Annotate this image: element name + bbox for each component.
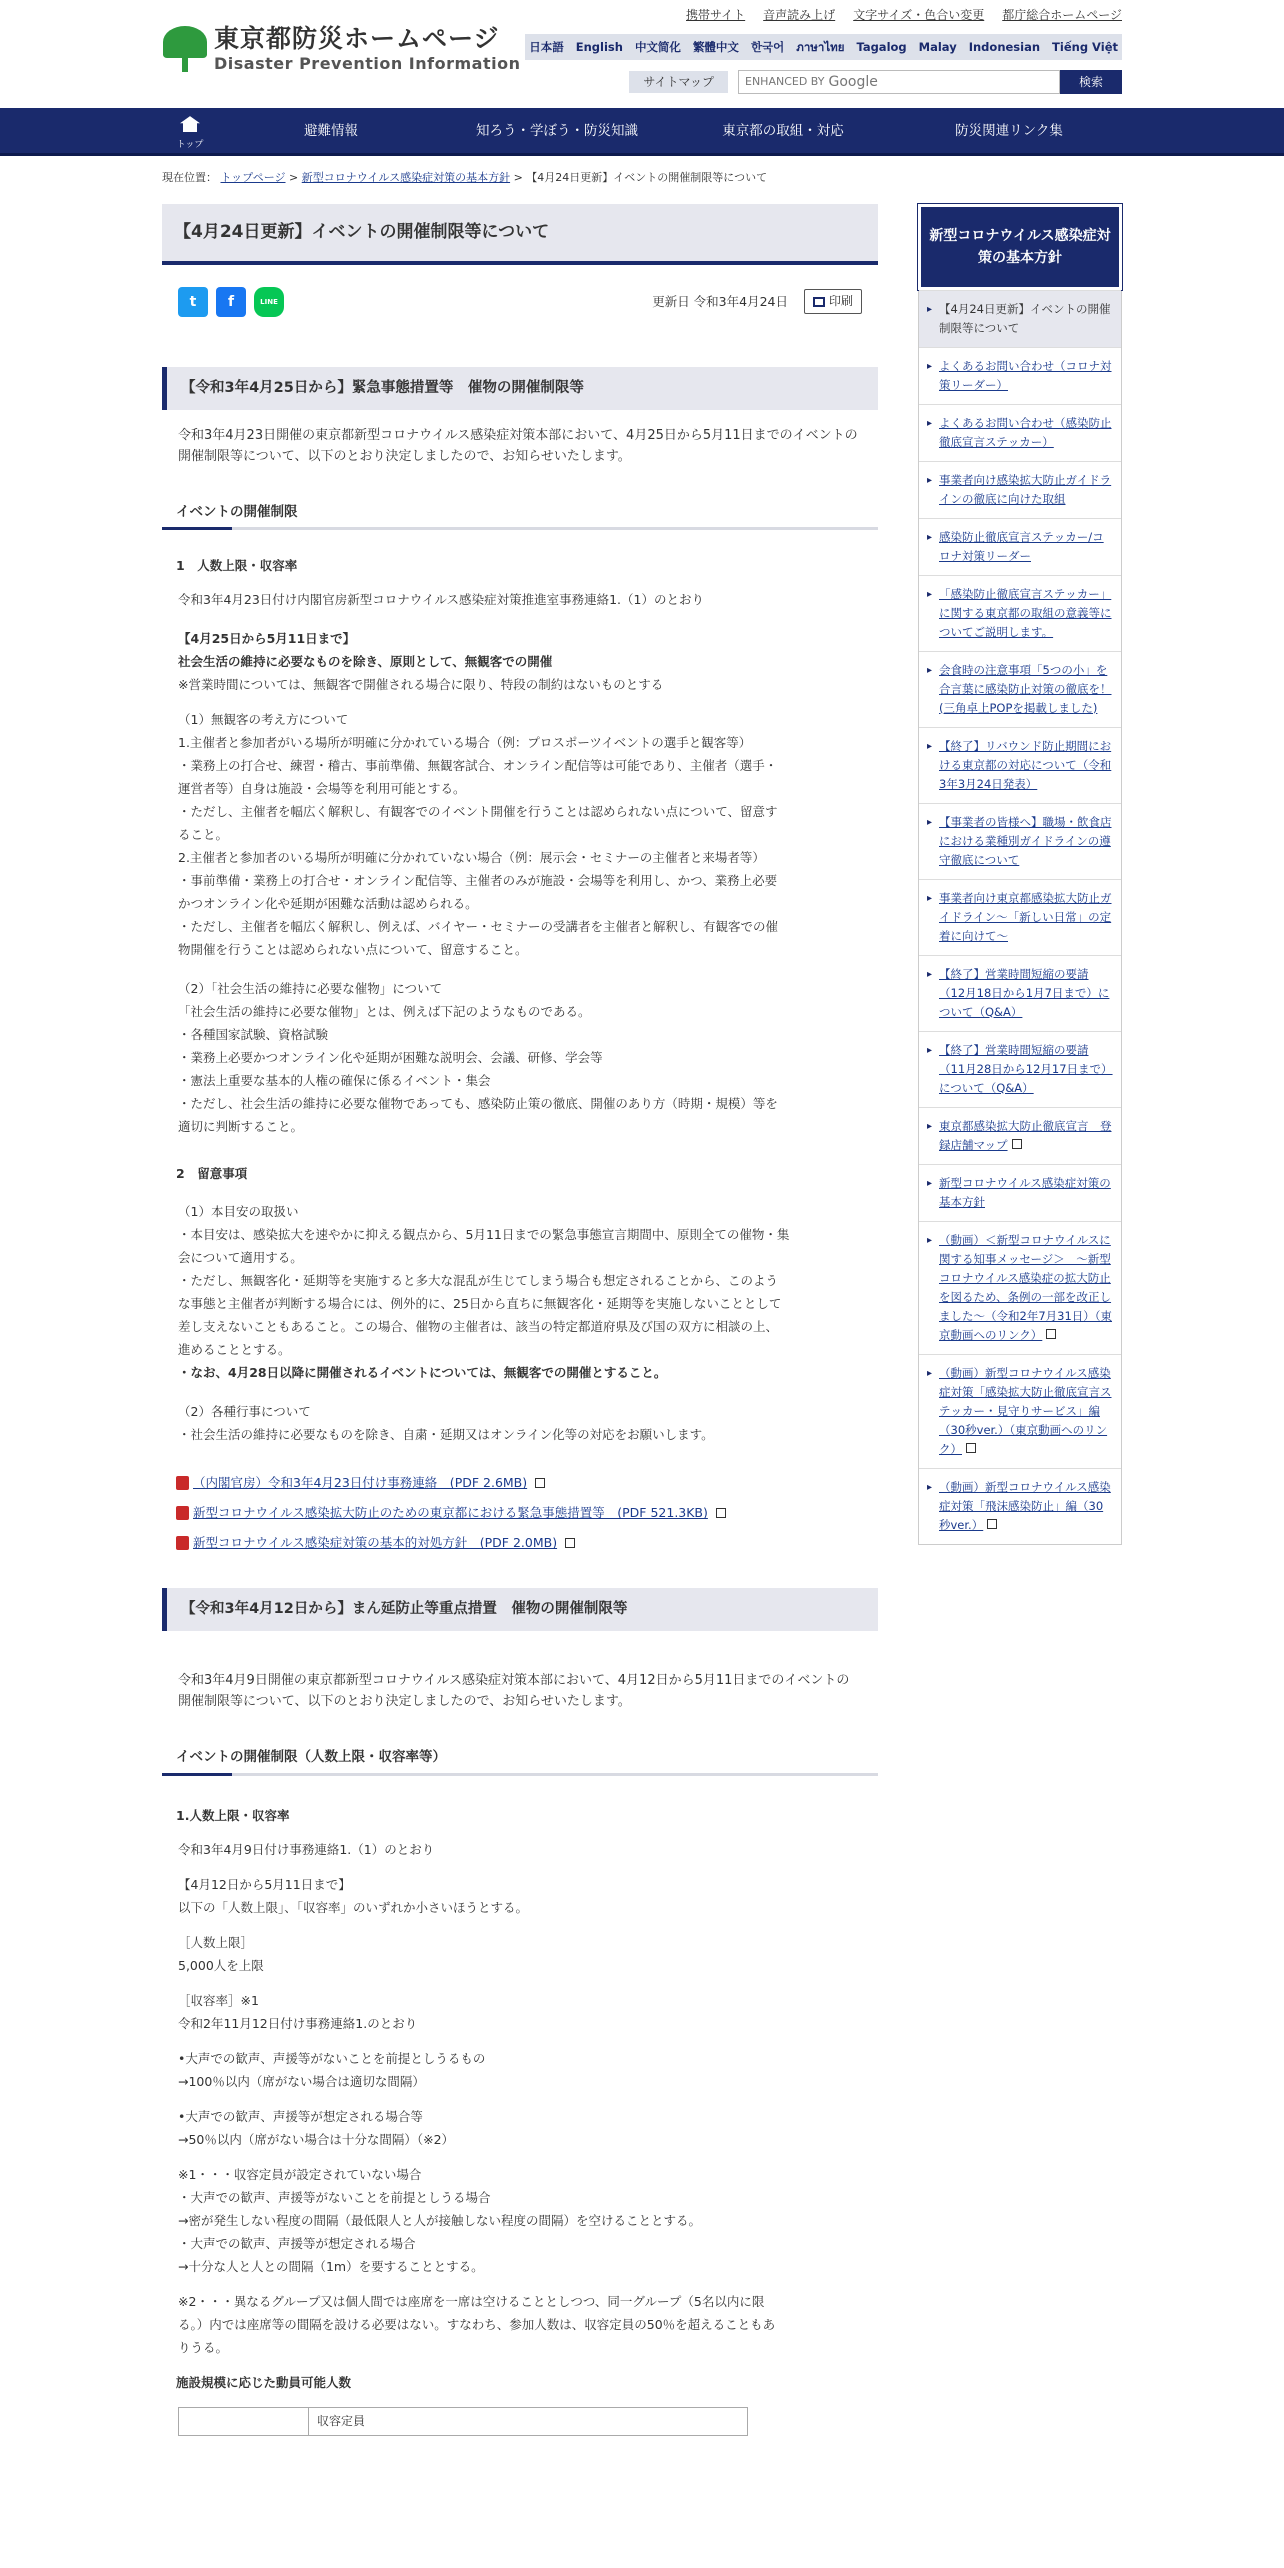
lang-zh-cn[interactable]: 中文简化: [634, 39, 681, 54]
sidebar-link[interactable]: （動画）＜新型コロナウイルスに関する知事メッセージ＞ ～新型コロナウイルス感染症の拡大防止を図るため、条例の一部を改正しました～（令和2年7月31日）（東京動画へのリンク）: [939, 1232, 1113, 1342]
external-link-icon: [565, 1538, 575, 1548]
sidebar-link[interactable]: 事業者向け感染拡大防止ガイドラインの徹底に向けた取組: [939, 472, 1112, 506]
text-line: ること。: [178, 827, 229, 843]
item-heading-facility: 施設規模に応じた動員可能人数: [176, 2374, 352, 2390]
text-line: 適切に判断すること。: [178, 1119, 304, 1135]
pdf-icon: [176, 1506, 189, 1520]
search-button[interactable]: 検索: [1060, 70, 1122, 94]
sidebar-link[interactable]: 【終了】リバウンド防止期間における東京都の対応について（令和3年3月24日発表）: [939, 738, 1112, 791]
text-line: ・事前準備・業務上の打合せ・オンライン配信等、主催者のみが施設・会場等を利用し、かつ、業務上必要: [178, 873, 778, 889]
global-nav: [0, 108, 1284, 156]
text-block: [162, 708, 878, 961]
sidebar-link[interactable]: 【事業者の皆様へ】職場・飲食店における業種別ガイドラインの遵守徹底について: [939, 814, 1112, 867]
text-line: 差し支えないこともあること。この場合、催物の主催者は、該当の特定都道府県及び国の双方に相談の上、: [178, 1319, 779, 1335]
text-line: 【4月25日から5月11日まで】: [178, 631, 356, 647]
item-heading-capacity-2: 1.人数上限・収容率: [176, 1807, 290, 1823]
section-heading-apr25: 【令和3年4月25日から】緊急事態措置等 催物の開催制限等: [162, 367, 878, 410]
sidebar-item[interactable]: [919, 347, 1121, 404]
print-button[interactable]: [804, 289, 862, 314]
section-heading-apr12: 【令和3年4月12日から】まん延防止等重点措置 催物の開催制限等: [162, 1588, 878, 1631]
sidebar-item[interactable]: [919, 518, 1121, 575]
pdf-link[interactable]: （内閣官房）令和3年4月23日付け事務連絡 (PDF 2.6MB): [193, 1475, 528, 1491]
external-link-icon: [987, 1519, 997, 1529]
text-line: りうる。: [178, 2339, 229, 2355]
capacity-table: [178, 2407, 748, 2436]
pdf-icon: [176, 1476, 189, 1490]
pdf-icon: [176, 1536, 189, 1550]
text-line: ・大声での歓声、声援等がないことを前提としうる場合: [178, 2189, 491, 2205]
sidebar-item[interactable]: [919, 879, 1121, 955]
lang-vi[interactable]: Tiếng Việt: [1052, 39, 1118, 54]
text-line: •大声での歓声、声援等がないことを前提としうるもの: [178, 2050, 486, 2066]
text-line: ・大声での歓声、声援等が想定される場合: [178, 2235, 416, 2251]
sitemap-button[interactable]: サイトマップ: [629, 71, 728, 93]
text-block: [162, 588, 878, 611]
printer-icon: [813, 297, 825, 307]
text-line: （1）本目安の取扱い: [178, 1204, 299, 1220]
sidebar-item[interactable]: [919, 1221, 1121, 1354]
text-line: （2）「社会生活の維持に必要な催物」について: [178, 981, 442, 997]
section-intro: 令和3年4月23日開催の東京都新型コロナウイルス感染症対策本部において、4月25日から5月11日までのイベントの開催制限等について、以下のとおり決定しましたので、お知らせいたします。: [178, 427, 858, 464]
text-line: る。）内では座席等の間隔を設ける必要はない。すなわち、参加人数は、収容定員の50％を超えることもあ: [178, 2316, 776, 2332]
text-line: 物開催を行うことは認められない点について、留意すること。: [178, 942, 528, 958]
item-heading-notes: 2 留意事項: [176, 1166, 248, 1182]
sidebar: [918, 200, 1122, 2436]
sidebar-item[interactable]: [919, 1468, 1121, 1544]
sidebar-item-current: ▸ 【4月24日更新】イベントの開催制限等について: [919, 290, 1121, 347]
lang-ko[interactable]: 한국어: [750, 39, 785, 54]
lang-id[interactable]: Indonesian: [968, 39, 1041, 54]
item-heading-capacity: 1 人数上限・収容率: [176, 558, 298, 574]
text-block: [162, 627, 878, 696]
text-line: ・ただし、主催者を幅広く解釈し、有観客でのイベント開催を行うことは認められない点について、留意す: [178, 804, 778, 820]
text-line: 令和2年11月12日付け事務連絡1.のとおり: [178, 2015, 418, 2031]
text-line: →50％以内（席がない場合は十分な間隔）（※2）: [178, 2131, 455, 2147]
text-line: 2.主催者と参加者のいる場所が明確に分かれていない場合（例：展示会・セミナーの主催者と来場者等）: [178, 850, 765, 866]
nav-home[interactable]: [162, 112, 218, 152]
nav-evacuation[interactable]: 避難情報: [304, 123, 358, 140]
site-logo[interactable]: [162, 24, 520, 74]
nav-tokyo-efforts[interactable]: 東京都の取組・対応: [722, 123, 844, 140]
share-bar: [162, 287, 878, 317]
text-line: ・業務上の打合せ、練習・稽古、事前準備、無観客試合、オンライン配信等は可能であり、主催者（選手・: [178, 758, 778, 774]
text-line: ・各種国家試験、資格試験: [178, 1027, 329, 1043]
twitter-share-icon[interactable]: t: [178, 287, 208, 317]
sidebar-link[interactable]: 会食時の注意事項「5つの小」を合言葉に感染防止対策の徹底を！(三角卓上POPを掲載しました): [939, 662, 1112, 715]
sidebar-link[interactable]: 【終了】営業時間短縮の要請（11月28日から12月17日まで）について（Q&A）: [939, 1042, 1113, 1095]
pdf-link[interactable]: 新型コロナウイルス感染症対策の基本的対処方針 (PDF 2.0MB): [193, 1535, 558, 1551]
text-line: ［人数上限］: [178, 1934, 254, 1950]
text-line: ・ただし、社会生活の維持に必要な催物であっても、感染防止策の徹底、開催のあり方（時期・規模）等を: [178, 1096, 778, 1112]
text-block: [162, 1873, 878, 1919]
text-line: ［収容率］※1: [178, 1992, 259, 2008]
text-line: 会について適用する。: [178, 1250, 303, 1266]
text-block: [162, 2105, 878, 2151]
text-line: →密が発生しない程度の間隔（最低限人と人が接触しない程度の間隔）を空けることとする。: [178, 2212, 701, 2228]
text-size-color-link[interactable]: 文字サイズ・色合い変更: [853, 8, 985, 22]
text-block: [162, 1989, 878, 2035]
search-placeholder: ENHANCED BY: [745, 75, 825, 89]
text-block: [162, 1931, 878, 1977]
subheading-event-limits-2: イベントの開催制限（人数上限・収容率等）: [162, 1743, 878, 1776]
line-share-icon[interactable]: LINE: [254, 287, 284, 317]
tokyo-gov-link[interactable]: 都庁総合ホームページ: [1002, 8, 1122, 22]
google-label: Google: [828, 73, 878, 90]
tokyo-ginkgo-logo-icon: [162, 26, 208, 72]
page-title: 【4月24日更新】イベントの開催制限等について: [162, 204, 878, 265]
text-line: 1.主催者と参加者がいる場所が明確に分かれている場合（例：プロスポーツイベントの選手と観客等）: [178, 735, 752, 751]
text-line: →100％以内（席がない場合は適切な間隔）: [178, 2073, 425, 2089]
lang-zh-tw[interactable]: 繁體中文: [692, 39, 739, 54]
text-line: ※営業時間については、無観客で開催される場合に限り、特段の制約はないものとする: [178, 677, 664, 693]
external-link-icon: [535, 1478, 545, 1488]
facebook-share-icon[interactable]: f: [216, 287, 246, 317]
breadcrumb-covid-policy[interactable]: 新型コロナウイルス感染症対策の基本方針: [301, 171, 511, 184]
text-line: ・憲法上重要な基本的人権の確保に係るイベント・集会: [178, 1073, 491, 1089]
text-line: （1）無観客の考え方について: [178, 712, 349, 728]
text-line: 5,000人を上限: [178, 1957, 264, 1973]
text-line: 令和3年4月9日付け事務連絡1.（1）のとおり: [178, 1841, 435, 1857]
sidebar-item[interactable]: [919, 1031, 1121, 1107]
text-line: な事態と主催者が判断する場合には、例外的に、25日から直ちに無観客化・延期等を実施しないこととして: [178, 1296, 782, 1312]
nav-home-label: トップ: [176, 139, 204, 150]
sidebar-link[interactable]: 事業者向け東京都感染拡大防止ガイドライン～「新しい日常」の定着に向けて～: [939, 890, 1112, 943]
text-line: 【4月12日から5月11日まで】: [178, 1876, 351, 1892]
text-line: ・本目安は、感染拡大を速やかに抑える観点から、5月11日までの緊急事態宣言期間中、原則全ての催物・集: [178, 1227, 790, 1243]
text-line: ・業務上必要かつオンライン化や延期が困難な説明会、会議、研修、学会等: [178, 1050, 603, 1066]
print-label: 印刷: [828, 294, 853, 309]
text-line: ・ただし、無観客化・延期等を実施すると多大な混乱が生じてしまう場合も想定されることから、このよう: [178, 1273, 779, 1289]
text-line: 「社会生活の維持に必要な催物」とは、例えば下記のようなものである。: [178, 1004, 591, 1020]
text-line: ・社会生活の維持に必要なものを除き、自粛・延期又はオンライン化等の対応をお願いします。: [178, 1427, 714, 1443]
sidebar-link[interactable]: 「感染防止徹底宣言ステッカー」に関する東京都の取組の意義等についてご説明します。: [939, 586, 1112, 639]
text-block: [162, 2047, 878, 2093]
search-bar: [629, 70, 1122, 94]
text-line: 進めることとする。: [178, 1342, 291, 1358]
sidebar-item[interactable]: [919, 461, 1121, 518]
home-icon: [180, 116, 200, 132]
site-header: [0, 0, 1284, 108]
sidebar-item[interactable]: [919, 727, 1121, 803]
sidebar-item[interactable]: [919, 1107, 1121, 1164]
text-block: [162, 1838, 878, 1861]
nav-links[interactable]: 防災関連リンク集: [955, 123, 1063, 140]
sidebar-item[interactable]: [919, 803, 1121, 879]
breadcrumb-top[interactable]: トップページ: [220, 171, 286, 184]
text-line: かつオンライン化や延期が困難な活動は認められる。: [178, 896, 478, 912]
lang-en[interactable]: English: [575, 39, 623, 54]
table-header: 収容定員: [309, 2407, 748, 2435]
updated-date: 更新日 令和3年4月24日: [652, 293, 788, 309]
breadcrumb-label: 現在位置：: [162, 171, 217, 184]
external-link-icon: [1012, 1139, 1022, 1149]
mobile-site-link[interactable]: 携帯サイト: [686, 8, 746, 22]
pdf-links: [162, 1468, 878, 1558]
logo-title: 東京都防災ホームページ: [214, 24, 500, 53]
text-line: 社会生活の維持に必要なものを除き、原則として、無観客での開催: [178, 654, 553, 670]
text-line: ※2・・・異なるグループ又は個人間では座席を一席は空けることとしつつ、同一グループ（5名以内に限: [178, 2293, 765, 2309]
text-line: 運営者等）自身は施設・会場等を利用可能とする。: [178, 781, 466, 797]
sidebar-link[interactable]: （動画）新型コロナウイルス感染症対策「感染拡大防止徹底宣言ステッカー・見守りサービス」編（30秒ver.）（東京動画へのリンク）: [939, 1365, 1112, 1456]
table-cell: [179, 2407, 309, 2435]
sidebar-item[interactable]: [919, 575, 1121, 651]
lang-th[interactable]: ภาษาไทย: [796, 39, 845, 54]
sidebar-item[interactable]: [919, 651, 1121, 727]
text-block: [162, 1200, 878, 1384]
nav-learn[interactable]: 知ろう・学ぼう・防災知識: [476, 123, 638, 140]
sidebar-link[interactable]: 東京都感染拡大防止徹底宣言 登録店舗マップ: [939, 1118, 1112, 1152]
text-block: [162, 977, 878, 1138]
table-row: [179, 2407, 748, 2435]
sidebar-link[interactable]: 新型コロナウイルス感染症対策の基本方針: [939, 1175, 1111, 1209]
sidebar-title[interactable]: 新型コロナウイルス感染症対策の基本方針: [918, 204, 1122, 290]
external-link-icon: [1046, 1329, 1056, 1339]
text-line: 以下の「人数上限」、「収容率」のいずれか小さいほうとする。: [178, 1899, 529, 1915]
lang-ms[interactable]: Malay: [918, 39, 957, 54]
lang-tl[interactable]: Tagalog: [856, 39, 907, 54]
logo-subtitle: Disaster Prevention Information: [214, 54, 521, 73]
sidebar-item[interactable]: [919, 1164, 1121, 1221]
utility-links: [686, 6, 1122, 25]
text-line: ※1・・・収容定員が設定されていない場合: [178, 2166, 422, 2182]
sidebar-link[interactable]: よくあるお問い合わせ（感染防止徹底宣言ステッカー）: [939, 415, 1112, 449]
text-block: [162, 2290, 878, 2359]
sidebar-list: [918, 290, 1122, 1545]
sidebar-link[interactable]: 感染防止徹底宣言ステッカー/コロナ対策リーダー: [939, 529, 1104, 563]
sidebar-link[interactable]: （動画）新型コロナウイルス感染症対策「飛沫感染防止」編（30秒ver.）: [939, 1479, 1111, 1532]
sidebar-item[interactable]: [919, 1354, 1121, 1468]
pdf-link[interactable]: 新型コロナウイルス感染拡大防止のための東京都における緊急事態措置等 (PDF 521.3KB): [193, 1505, 708, 1521]
text-line: （2）各種行事について: [178, 1404, 311, 1420]
breadcrumb-current: 【4月24日更新】イベントの開催制限等について: [526, 171, 768, 184]
lang-ja[interactable]: 日本語: [529, 39, 564, 54]
text-line: →十分な人と人との間隔（1m）を要することとする。: [178, 2258, 484, 2274]
search-input[interactable]: [738, 70, 1060, 94]
external-link-icon: [966, 1443, 976, 1453]
section-intro: 令和3年4月9日開催の東京都新型コロナウイルス感染症対策本部において、4月12日から5月11日までのイベントの開催制限等について、以下のとおり決定しましたので、お知らせいたします。: [178, 1673, 850, 1710]
subheading-event-limits: イベントの開催制限: [162, 498, 878, 531]
text-block: [162, 2163, 878, 2278]
text-line: ・ただし、主催者を幅広く解釈し、例えば、バイヤー・セミナーの受講者を主催者と解釈し、有観客での催: [178, 919, 779, 935]
text-block: [162, 1400, 878, 1446]
main-content: [162, 200, 878, 2436]
sidebar-link[interactable]: よくあるお問い合わせ（コロナ対策リーダー）: [939, 358, 1112, 392]
external-link-icon: [716, 1508, 726, 1518]
text-line: ・なお、4月28日以降に開催されるイベントについては、無観客での開催とすること。: [178, 1365, 667, 1381]
breadcrumb: 現在位置： トップページ > 新型コロナウイルス感染症対策の基本方針 > 【4月24日更新】イベントの開催制限等について: [162, 171, 768, 184]
sidebar-item[interactable]: [919, 955, 1121, 1031]
text-line: •大声での歓声、声援等が想定される場合等: [178, 2108, 423, 2124]
language-selector: [525, 34, 1122, 60]
sidebar-link[interactable]: 【終了】営業時間短縮の要請（12月18日から1月7日まで）について（Q&A）: [939, 966, 1110, 1019]
sidebar-item[interactable]: [919, 404, 1121, 461]
text-line: 令和3年4月23日付け内閣官房新型コロナウイルス感染症対策推進室事務連絡1.（1）のとおり: [178, 592, 704, 608]
read-aloud-link[interactable]: 音声読み上げ: [763, 8, 836, 22]
